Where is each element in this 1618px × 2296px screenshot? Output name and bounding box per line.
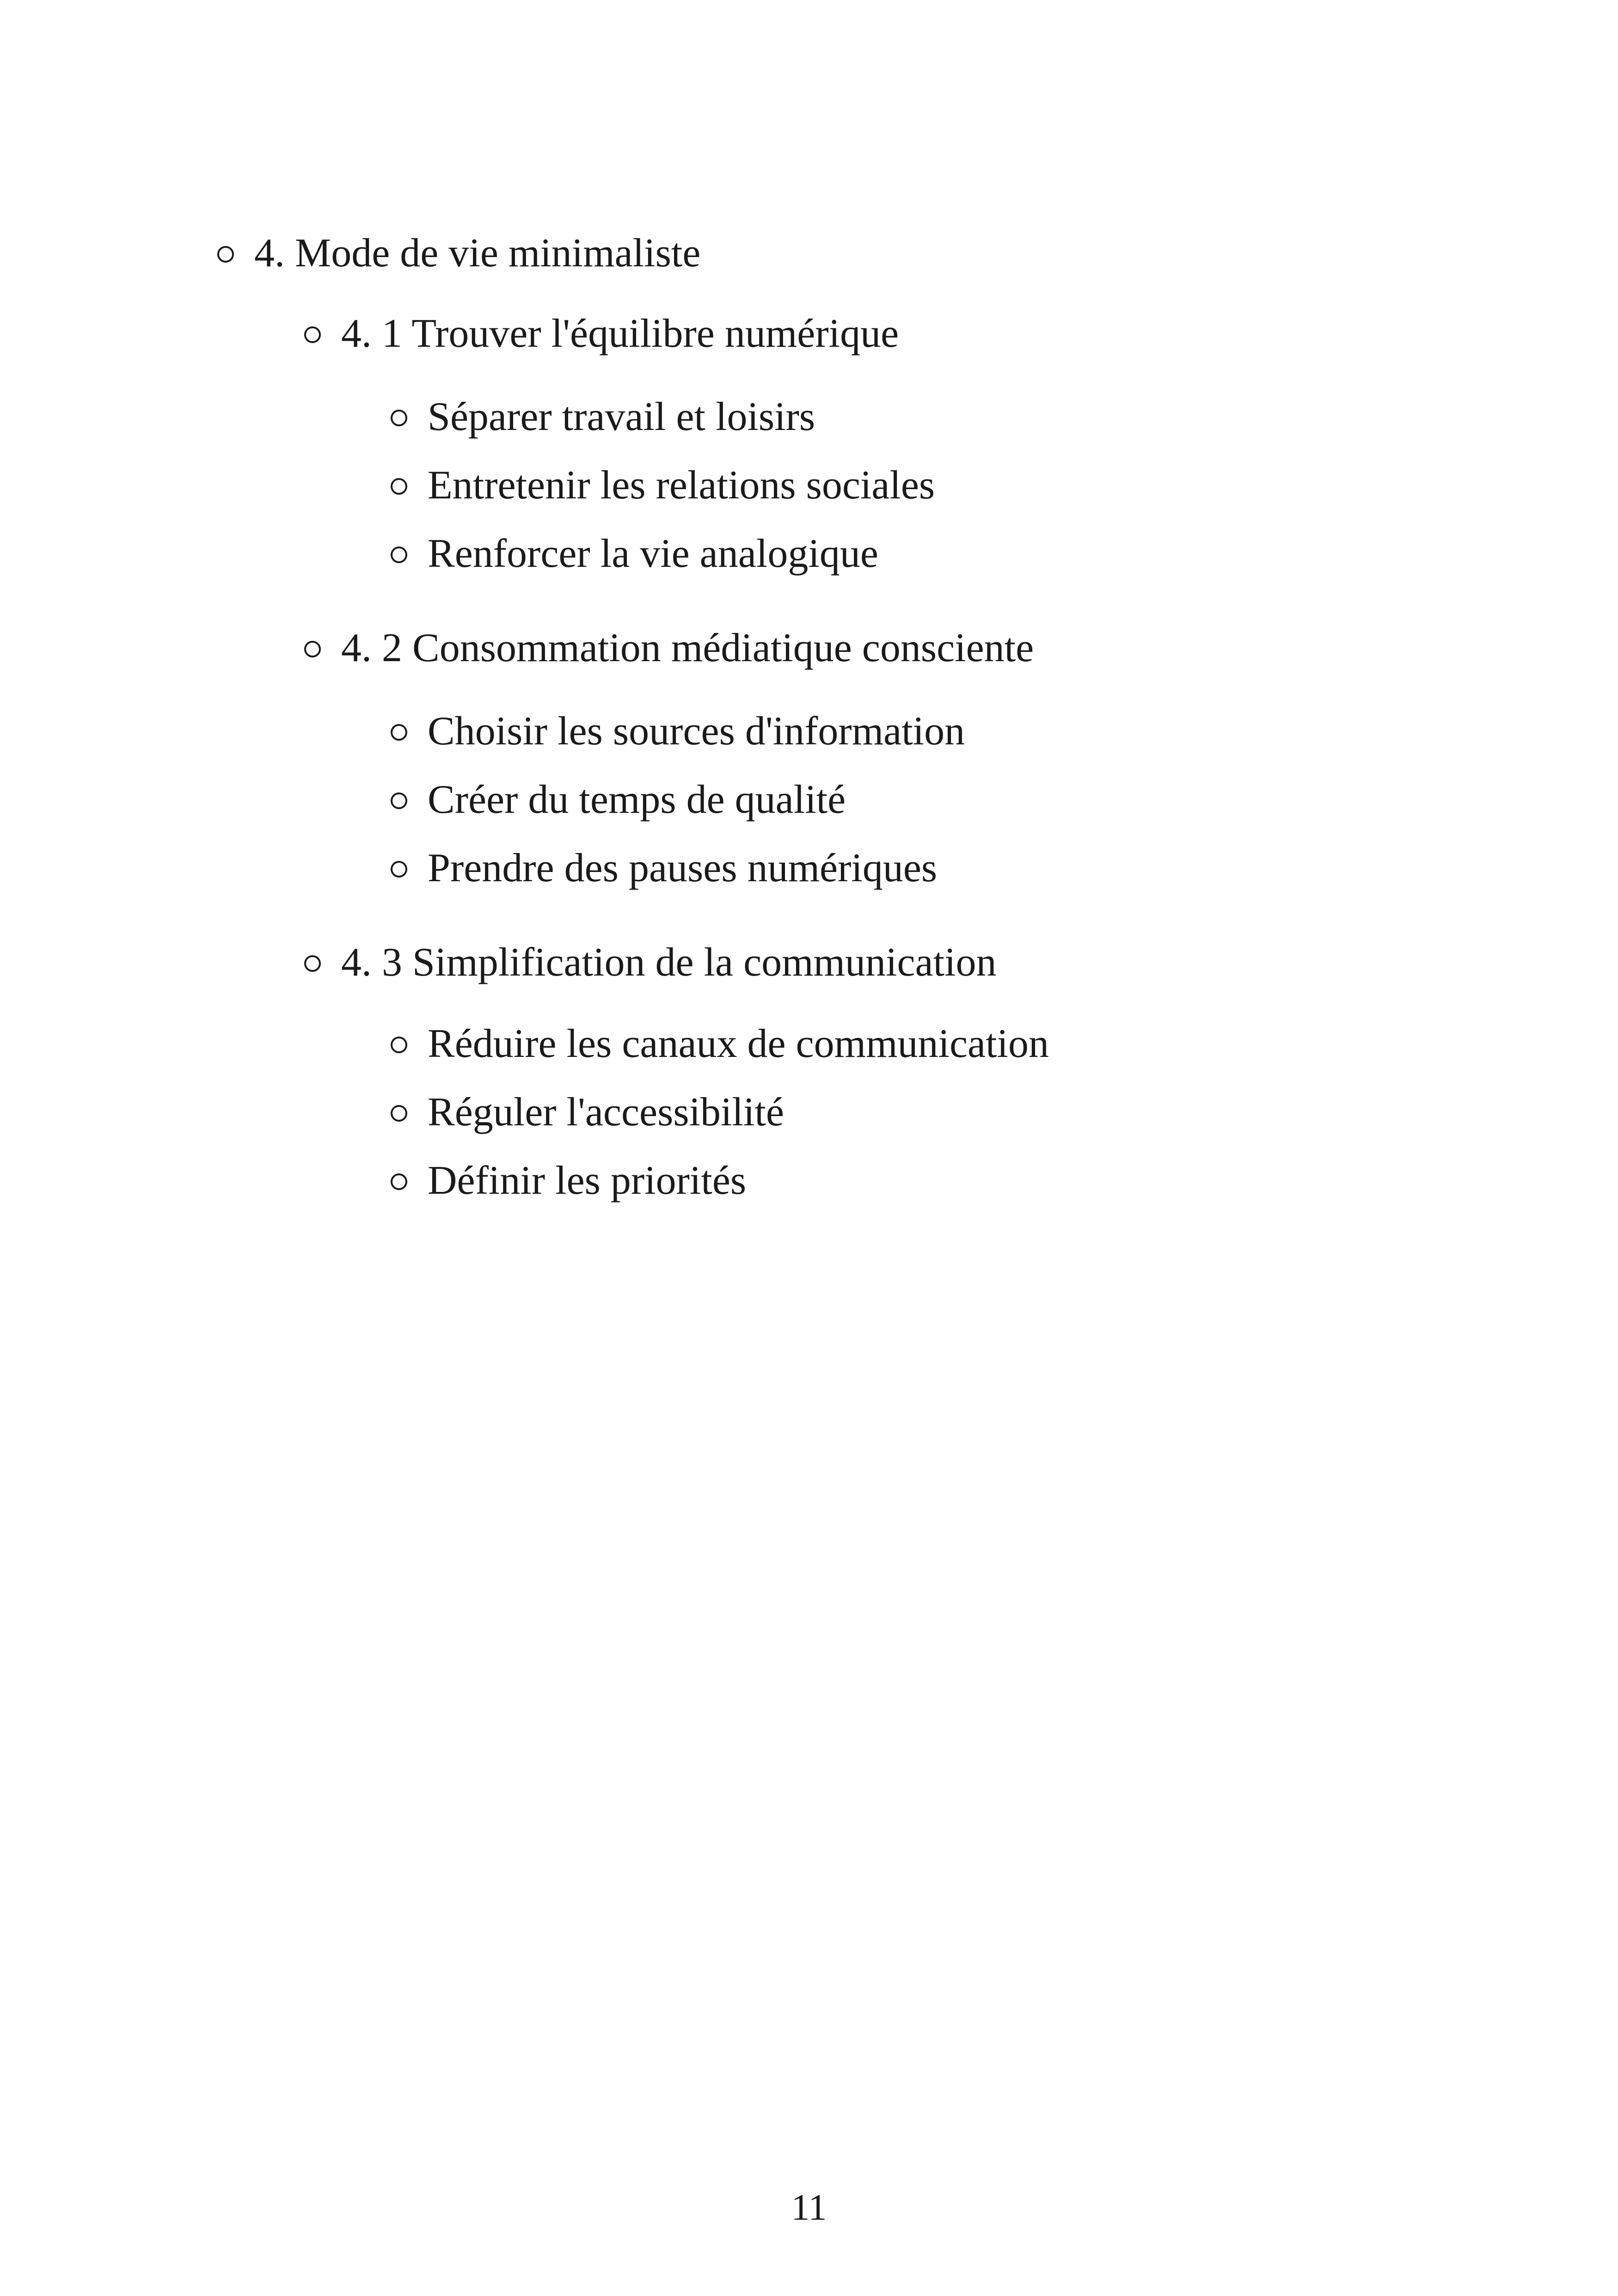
- outline-section-4: [217, 230, 701, 276]
- outline-item: [391, 1089, 784, 1136]
- circle-bullet-icon: [304, 641, 321, 657]
- outline-item-label: Entretenir les relations sociales: [428, 463, 935, 508]
- outline-item: [391, 394, 815, 440]
- outline-subsection-label: 4. 3 Simplification de la communication: [341, 940, 997, 985]
- outline-item-label: Réduire les canaux de communication: [428, 1021, 1049, 1066]
- circle-bullet-icon: [391, 478, 407, 495]
- circle-bullet-icon: [304, 955, 321, 972]
- outline-item: [391, 845, 938, 891]
- outline-item: [391, 531, 878, 577]
- outline-item: [391, 1158, 747, 1204]
- circle-bullet-icon: [391, 1173, 407, 1190]
- outline-item-label: Séparer travail et loisirs: [428, 394, 815, 439]
- outline-item: [391, 462, 935, 509]
- circle-bullet-icon: [217, 246, 234, 263]
- outline-item-label: Créer du temps de qualité: [428, 777, 846, 822]
- circle-bullet-icon: [391, 724, 407, 741]
- outline-subsection-4-3: [304, 939, 997, 986]
- outline-item-label: Choisir les sources d'information: [428, 709, 965, 754]
- outline-item: [391, 777, 846, 823]
- outline-subsection-label: 4. 2 Consommation médiatique consciente: [341, 626, 1034, 670]
- circle-bullet-icon: [391, 546, 407, 563]
- outline-item-label: Définir les priorités: [428, 1158, 747, 1203]
- circle-bullet-icon: [391, 1105, 407, 1122]
- circle-bullet-icon: [391, 410, 407, 426]
- circle-bullet-icon: [391, 1037, 407, 1053]
- outline-subsection-4-1: [304, 311, 899, 357]
- outline-section-label: 4. Mode de vie minimaliste: [254, 231, 701, 276]
- circle-bullet-icon: [391, 792, 407, 809]
- outline-subsection-label: 4. 1 Trouver l'équilibre numérique: [341, 311, 899, 356]
- outline-item-label: Réguler l'accessibilité: [428, 1090, 784, 1135]
- outline-item-label: Prendre des pauses numériques: [428, 846, 938, 890]
- outline-item-label: Renforcer la vie analogique: [428, 531, 878, 576]
- outline-item: [391, 708, 965, 755]
- circle-bullet-icon: [304, 326, 321, 343]
- page-number: 11: [791, 2187, 827, 2228]
- outline-item: [391, 1021, 1049, 1067]
- outline-subsection-4-2: [304, 625, 1034, 671]
- circle-bullet-icon: [391, 861, 407, 878]
